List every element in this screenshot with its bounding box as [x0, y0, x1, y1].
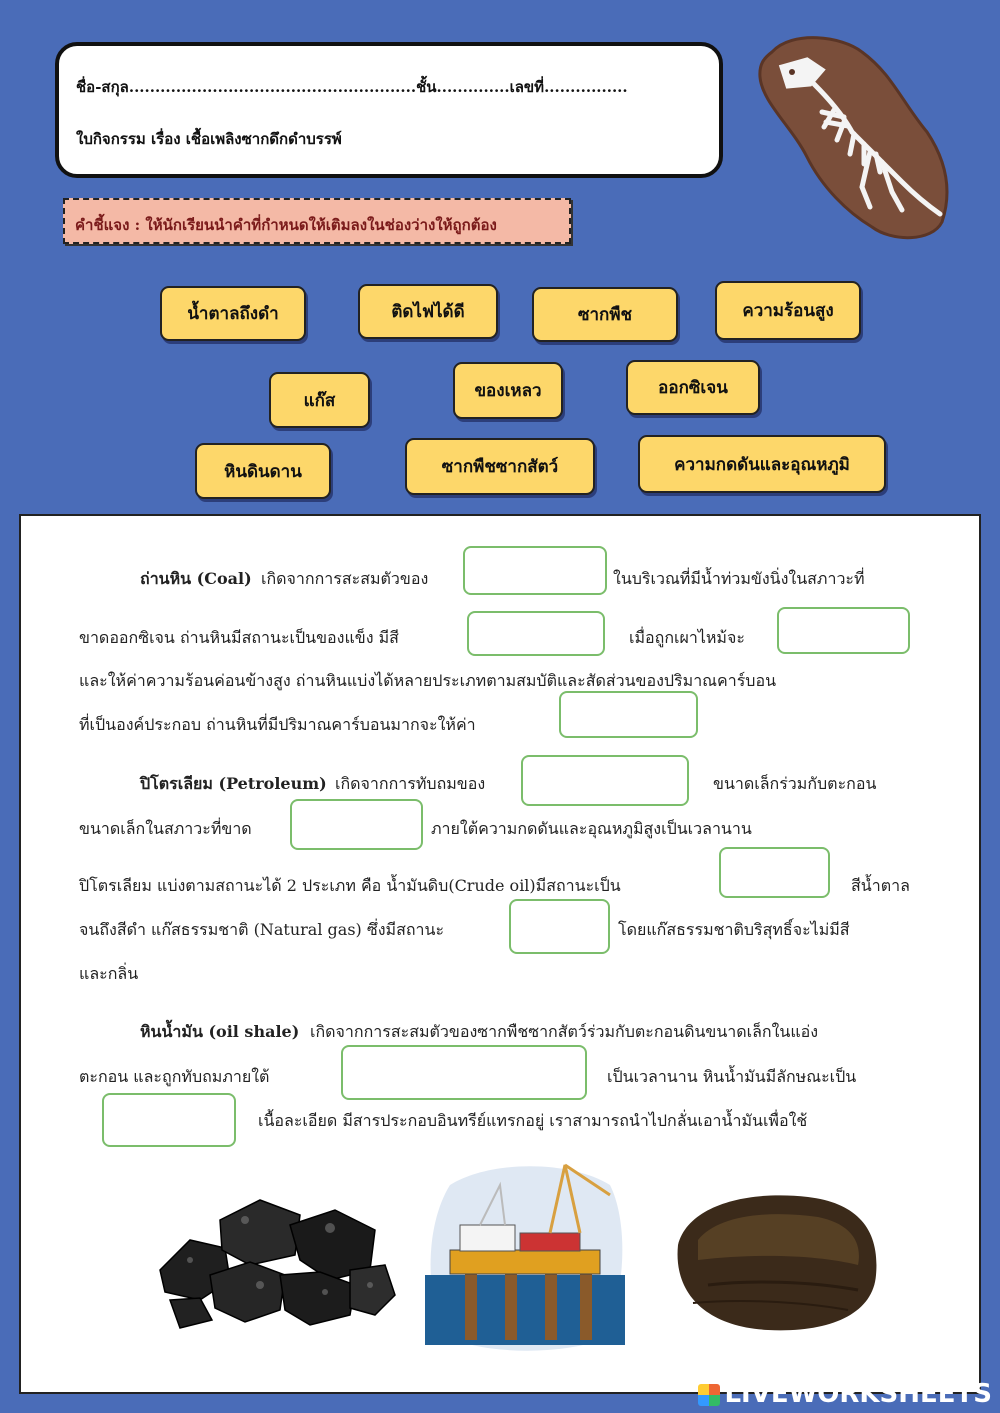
petroleum-text-1: เกิดจากการทับถมของ — [335, 774, 486, 793]
word-chip-high-heat[interactable]: ความร้อนสูง — [715, 281, 861, 340]
petroleum-text-7: จนถึงสีดำ แก๊สธรรมชาติ (Natural gas) ซึ่งมีสถานะ — [79, 920, 445, 939]
petroleum-blank-lacking[interactable] — [290, 799, 423, 850]
oilshale-blank-rock-type[interactable] — [102, 1093, 236, 1147]
word-chip-shale[interactable]: หินดินดาน — [195, 443, 331, 499]
petroleum-text-9: และกลิ่น — [79, 964, 139, 983]
word-chip-brown-to-black[interactable]: น้ำตาลถึงดำ — [160, 286, 306, 341]
worksheet-title: ใบกิจกรรม เรื่อง เชื้อเพลิงซากดึกดำบรรพ์ — [76, 130, 342, 148]
oil-shale-image-icon — [668, 1185, 883, 1335]
petroleum-text-6: สีน้ำตาล — [851, 876, 910, 895]
student-info-line: ชื่อ-สกุล.......................................................ชั้น..............เลขที่................ — [76, 78, 628, 96]
coal-blank-color[interactable] — [467, 611, 605, 656]
dinosaur-fossil-icon — [752, 22, 956, 244]
oilshale-term: หินน้ำมัน (oil shale) — [140, 1022, 300, 1041]
petroleum-text-2: ขนาดเล็กร่วมกับตะกอน — [713, 774, 877, 793]
petroleum-blank-crude-state[interactable] — [719, 847, 830, 898]
oilshale-text-4: เนื้อละเอียด มีสารประกอบอินทรีย์แทรกอยู่ เราสามารถนำไปกลั่นเอาน้ำมันเพื่อใช้ — [258, 1111, 808, 1130]
word-chip-plant-remains[interactable]: ซากพืช — [532, 287, 678, 342]
petroleum-blank-remains[interactable] — [521, 755, 689, 806]
coal-blank-burn[interactable] — [777, 607, 910, 654]
petroleum-blank-gas-state[interactable] — [509, 899, 610, 954]
petroleum-text-5: ปิโตรเลียม แบ่งตามสถานะได้ 2 ประเภท คือ น้ำมันดิบ(Crude oil)มีสถานะเป็น — [79, 876, 621, 895]
coal-blank-1[interactable] — [463, 546, 607, 595]
coal-text-6: ที่เป็นองค์ประกอบ ถ่านหินที่มีปริมาณคาร์บอนมากจะให้ค่า — [79, 715, 476, 734]
petroleum-text-4: ภายใต้ความกดดันและอุณหภูมิสูงเป็นเวลานาน — [431, 819, 752, 838]
oilshale-text-1: เกิดจากการสะสมตัวของซากพืชซากสัตว์ร่วมกับตะกอนดินขนาดเล็กในแอ่ง — [310, 1022, 819, 1041]
word-chip-gas[interactable]: แก๊ส — [269, 372, 370, 428]
word-chip-plant-animal-remains[interactable]: ซากพืชซากสัตว์ — [405, 438, 595, 495]
petroleum-text-8: โดยแก๊สธรรมชาติบริสุทธิ์จะไม่มีสี — [618, 920, 850, 939]
word-chip-pressure-temperature[interactable]: ความกดดันและอุณหภูมิ — [638, 435, 886, 493]
word-chip-liquid[interactable]: ของเหลว — [453, 362, 563, 419]
oilshale-text-2: ตะกอน และถูกทับถมภายใต้ — [79, 1067, 270, 1086]
brand-text: LIVEWORKSHEETS — [724, 1379, 992, 1409]
coal-term: ถ่านหิน (Coal) — [140, 569, 252, 588]
oilshale-blank-pressure[interactable] — [341, 1045, 587, 1100]
petroleum-term: ปิโตรเลียม (Petroleum) — [140, 774, 327, 793]
coal-text-3: ขาดออกซิเจน ถ่านหินมีสถานะเป็นของแข็ง มีสี — [79, 628, 399, 647]
coal-text-2: ในบริเวณที่มีน้ำท่วมขังนิ่งในสภาวะที่ — [613, 569, 865, 588]
coal-text-5: และให้ค่าความร้อนค่อนข้างสูง ถ่านหินแบ่งได้หลายประเภทตามสมบัติและสัดส่วนของปริมาณคาร์บอน — [79, 671, 776, 690]
oil-platform-icon — [420, 1155, 630, 1355]
liveworksheets-logo-icon — [698, 1384, 720, 1406]
petroleum-text-3: ขนาดเล็กในสภาวะที่ขาด — [79, 819, 252, 838]
coal-blank-value[interactable] — [559, 691, 698, 738]
oilshale-text-3: เป็นเวลานาน หินน้ำมันมีลักษณะเป็น — [607, 1067, 857, 1086]
word-chip-oxygen[interactable]: ออกซิเจน — [626, 360, 760, 415]
liveworksheets-brand — [698, 1379, 992, 1409]
header-box — [55, 42, 723, 178]
instruction-banner: คำชี้แจง : ให้นักเรียนนำคำที่กำหนดให้เติมลงในช่องว่างให้ถูกต้อง — [63, 198, 571, 244]
word-chip-flammable[interactable]: ติดไฟได้ดี — [358, 284, 498, 339]
coal-text-1: เกิดจากการสะสมตัวของ — [261, 569, 429, 588]
coal-text-4: เมื่อถูกเผาไหม้จะ — [629, 628, 745, 647]
coal-image-icon — [150, 1180, 400, 1330]
